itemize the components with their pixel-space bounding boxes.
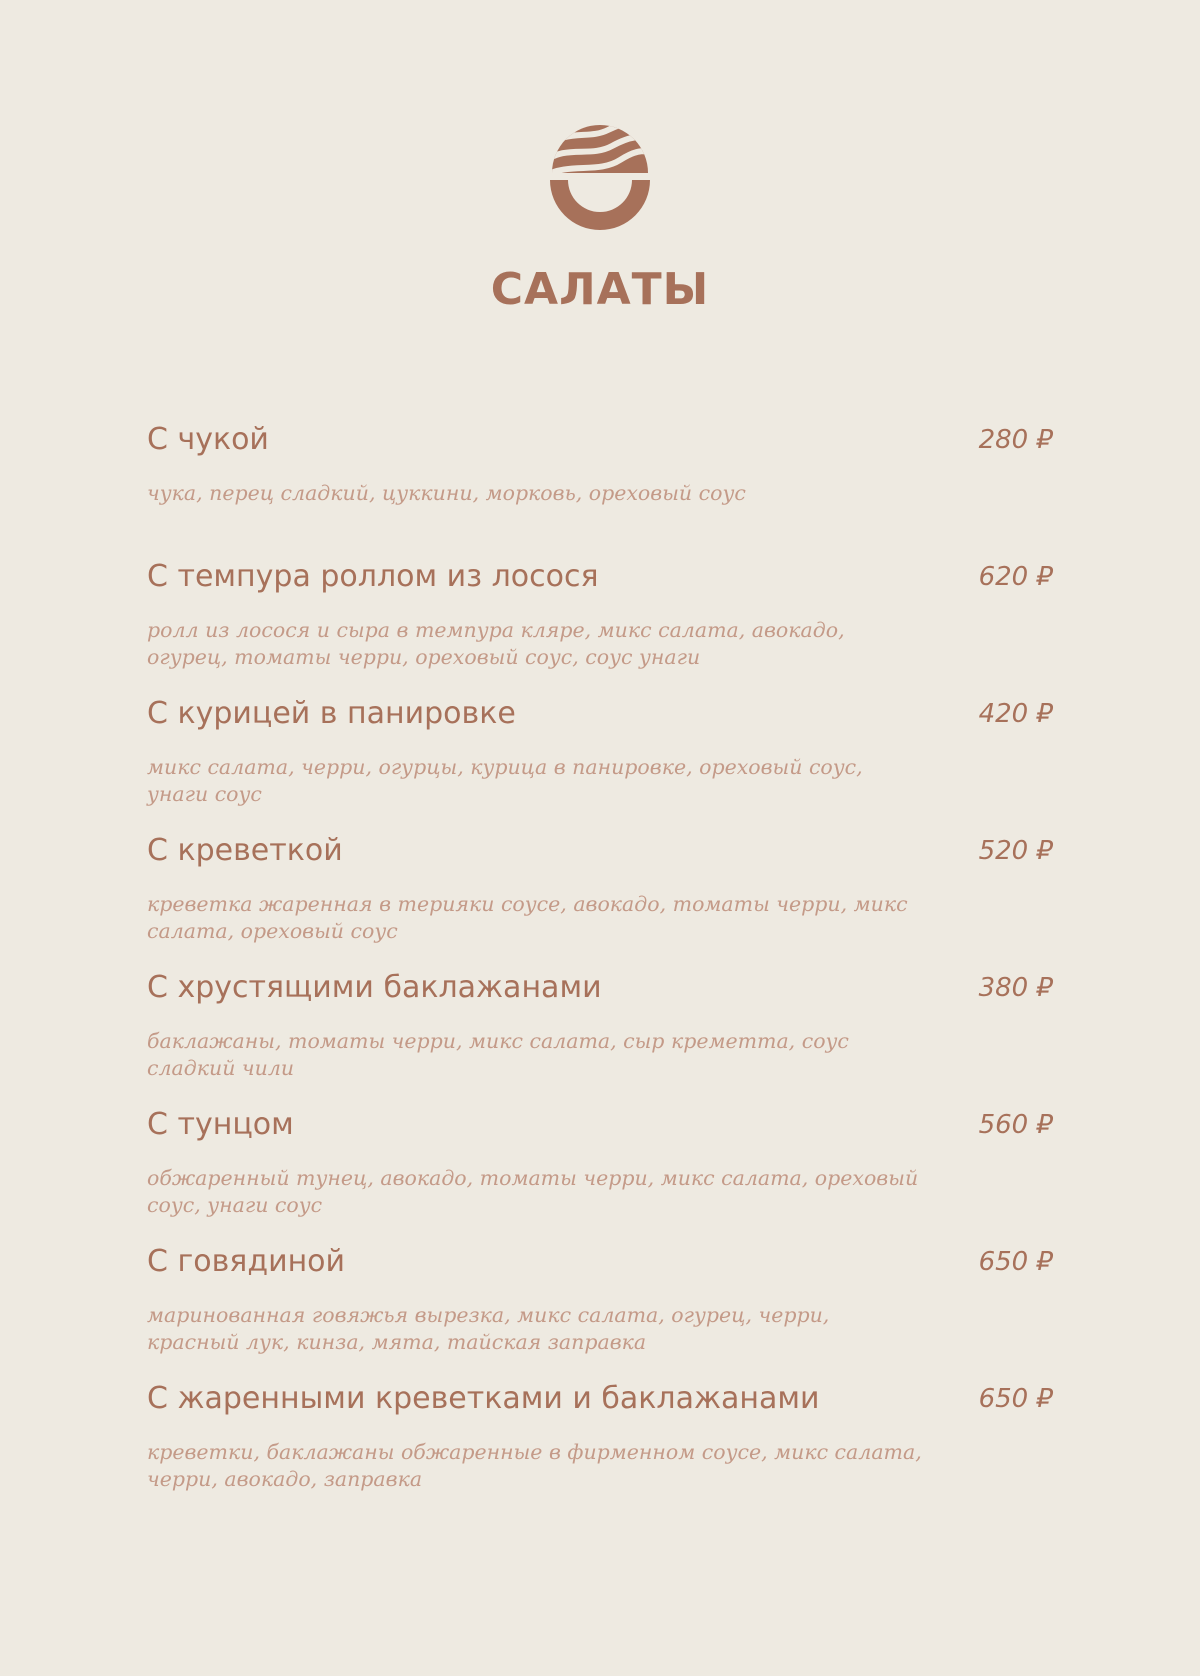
menu-item-price: 560 ₽ — [978, 1110, 1053, 1140]
menu-item-price: 650 ₽ — [978, 1247, 1053, 1277]
menu-item-description: маринованная говяжья вырезка, микс салата, огурец, черри, красный лук, кинза, мята, тайская заправка — [147, 1303, 830, 1354]
menu-item — [147, 1379, 1053, 1516]
menu-item — [147, 831, 1053, 968]
menu-item-name: С креветкой — [147, 833, 343, 868]
menu-item-description: креветки, баклажаны обжаренные в фирменном соусе, микс салата, черри, авокадо, заправка — [147, 1440, 922, 1491]
menu-item-name: С темпура роллом из лосося — [147, 559, 599, 594]
menu-item-name: С курицей в панировке — [147, 696, 516, 731]
menu-item — [147, 420, 1053, 557]
menu-item-price: 650 ₽ — [978, 1384, 1053, 1414]
menu-item-price: 620 ₽ — [978, 562, 1053, 592]
menu-item-price: 380 ₽ — [978, 973, 1053, 1003]
menu-item — [147, 694, 1053, 831]
menu-item-description: чука, перец сладкий, цуккини, морковь, ореховый соус — [147, 481, 746, 505]
section-title: САЛАТЫ — [490, 264, 710, 315]
menu-item-price: 280 ₽ — [978, 425, 1053, 455]
restaurant-logo-icon — [548, 118, 652, 232]
menu-item-description: ролл из лосося и сыра в темпура кляре, микс салата, авокадо, огурец, томаты черри, ореховый соус, соус унаги — [147, 618, 845, 669]
menu-item — [147, 1105, 1053, 1242]
menu-item — [147, 1242, 1053, 1379]
menu-item-name: С говядиной — [147, 1244, 346, 1279]
menu-item-name: С жаренными креветками и баклажанами — [147, 1381, 820, 1416]
menu-item-description: баклажаны, томаты черри, микс салата, сыр креметта, соус сладкий чили — [147, 1029, 849, 1080]
menu-item-description: микс салата, черри, огурцы, курица в панировке, ореховый соус, унаги соус — [147, 755, 863, 806]
menu-item-price: 420 ₽ — [978, 699, 1053, 729]
menu-list — [147, 420, 1053, 1516]
menu-item — [147, 968, 1053, 1105]
menu-item-price: 520 ₽ — [978, 836, 1053, 866]
menu-item-description: креветка жаренная в терияки соусе, авокадо, томаты черри, микс салата, ореховый соус — [147, 892, 908, 943]
menu-item-name: С тунцом — [147, 1107, 294, 1142]
menu-item-name: С хрустящими баклажанами — [147, 970, 602, 1005]
logo-ring-shape — [550, 180, 650, 230]
menu-item-description: обжаренный тунец, авокадо, томаты черри, микс салата, ореховый соус, унаги соус — [147, 1166, 919, 1217]
menu-item-name: С чукой — [147, 422, 269, 457]
menu-item — [147, 557, 1053, 694]
